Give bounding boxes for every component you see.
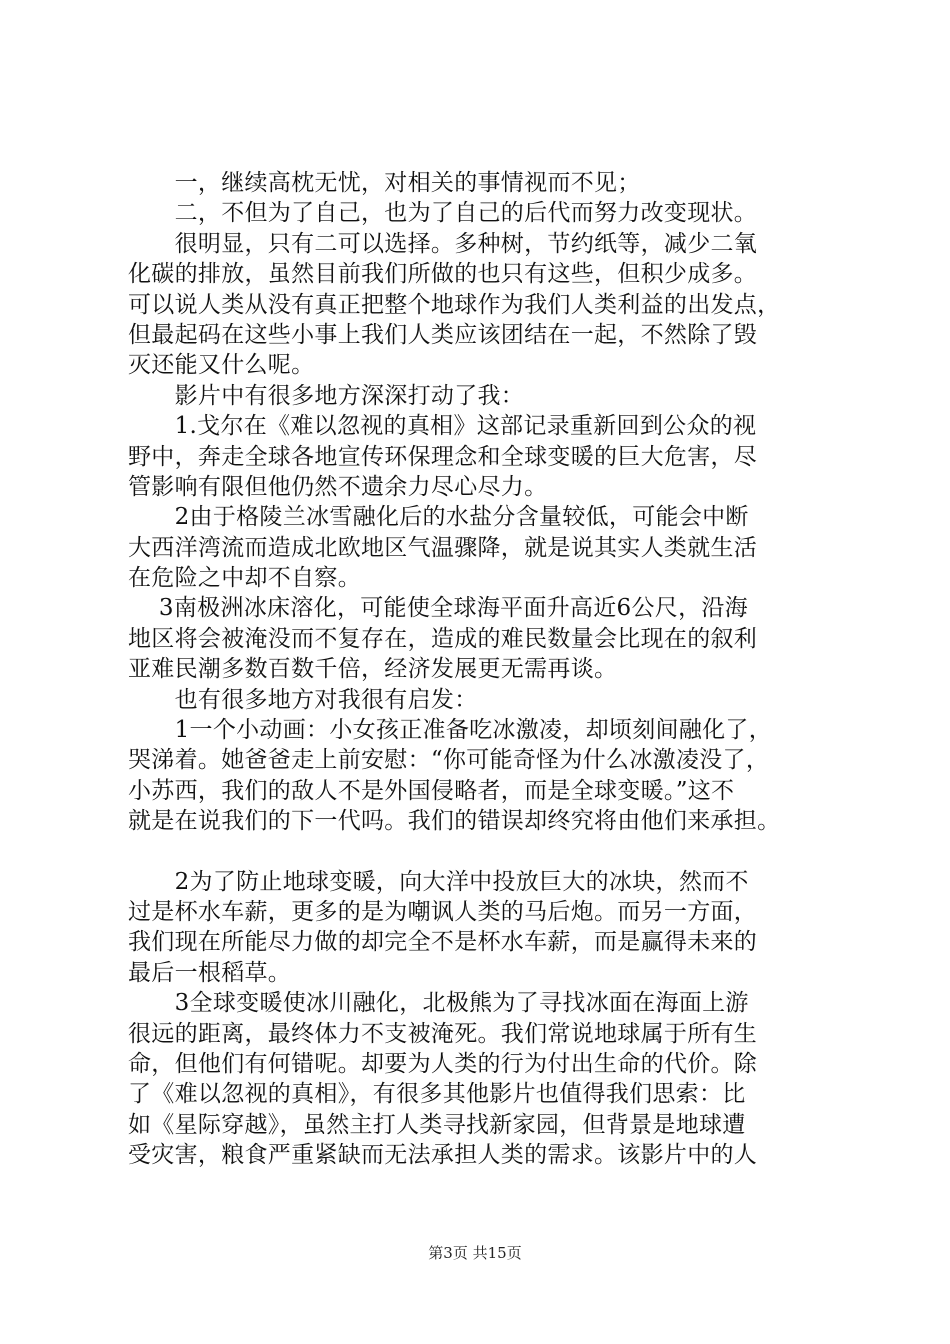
text-line: 如《星际穿越》，虽然主打人类寻找新家园，但背景是地球遭	[128, 1111, 746, 1138]
text-line: 很远的距离，最终体力不支被淹死。我们常说地球属于所有生	[128, 1020, 758, 1047]
text-line: 地区将会被淹没而不复存在，造成的难民数量会比现在的叙利	[128, 625, 758, 652]
text-line: 2由于格陵兰冰雪融化后的水盐分含量较低，可能会中断	[128, 504, 749, 531]
body-text	[128, 168, 848, 1171]
text-line: 可以说人类从没有真正把整个地球作为我们人类利益的出发点，	[128, 291, 781, 318]
text-line: 2为了防止地球变暖，向大洋中投放巨大的冰块，然而不	[128, 868, 749, 895]
text-line: 管影响有限但他仍然不遗余力尽心尽力。	[128, 473, 548, 500]
text-line: 3南极洲冰床溶化，可能使全球海平面升高近6公尺，沿海	[128, 595, 748, 622]
text-line: 亚难民潮多数百数千倍，经济发展更无需再谈。	[128, 656, 618, 683]
page-footer: 第3页 共15页	[428, 1244, 522, 1262]
text-line: 3全球变暖使冰川融化，北极熊为了寻找冰面在海面上游	[128, 990, 749, 1017]
text-line: 在危险之中却不自察。	[128, 565, 361, 592]
text-line: 一，继续高枕无忧，对相关的事情视而不见；	[128, 170, 641, 196]
text-line: 过是杯水车薪，更多的是为嘲讽人类的马后炮。而另一方面，	[128, 898, 758, 925]
text-line: 1.戈尔在《难以忽视的真相》这部记录重新回到公众的视	[128, 413, 757, 440]
paragraphs-bottom	[128, 867, 848, 1171]
text-line: 最后一根稻草。	[128, 959, 292, 986]
text-line: 了《难以忽视的真相》，有很多其他影片也值得我们思索：比	[128, 1081, 746, 1108]
text-line: 但最起码在这些小事上我们人类应该团结在一起，不然除了毁	[128, 321, 758, 348]
text-line: 化碳的排放，虽然目前我们所做的也只有这些，但积少成多。	[128, 261, 758, 288]
text-line: 就是在说我们的下一代吗。我们的错误却终究将由他们来承担。	[128, 808, 781, 835]
paragraphs-top	[128, 168, 848, 837]
text-line: 也有很多地方对我很有启发：	[128, 686, 478, 713]
text-line: 二，不但为了自己，也为了自己的后代而努力改变现状。	[128, 200, 758, 227]
text-line: 野中，奔走全球各地宣传环保理念和全球变暖的巨大危害，尽	[128, 443, 758, 470]
text-line: 1一个小动画：小女孩正准备吃冰激凌，却顷刻间融化了，	[128, 717, 773, 744]
text-line: 大西洋湾流而造成北欧地区气温骤降，就是说其实人类就生活	[128, 534, 758, 561]
paragraph-gap	[128, 837, 848, 867]
text-line: 灭还能又什么呢。	[128, 352, 315, 379]
text-line: 命，但他们有何错呢。却要为人类的行为付出生命的代价。除	[128, 1050, 758, 1077]
text-line: 受灾害，粮食严重紧缺而无法承担人类的需求。该影片中的人	[128, 1142, 758, 1169]
text-line: 哭涕着。她爸爸走上前安慰：“你可能奇怪为什么冰激凌没了，	[128, 747, 770, 774]
text-line: 很明显，只有二可以选择。多种树，节约纸等，减少二氧	[128, 230, 758, 257]
text-line: 影片中有很多地方深深打动了我：	[128, 382, 525, 409]
text-line: 我们现在所能尽力做的却完全不是杯水车薪，而是赢得未来的	[128, 929, 758, 956]
text-line: 小苏西，我们的敌人不是外国侵略者，而是全球变暖。”这不	[128, 777, 735, 804]
